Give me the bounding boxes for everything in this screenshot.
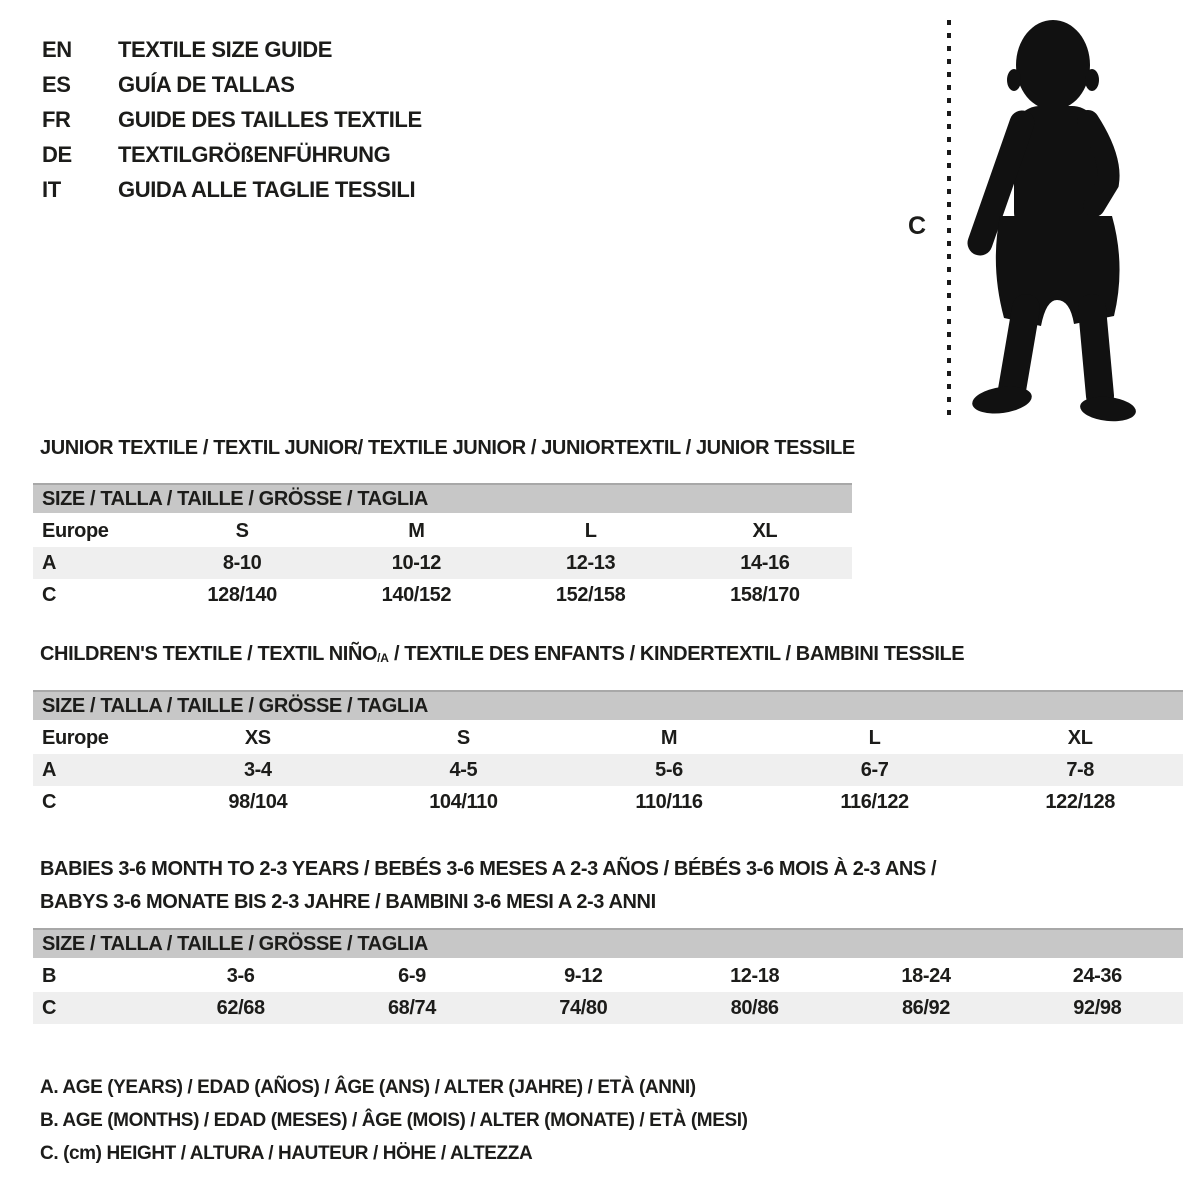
children-age-row [33, 754, 1183, 786]
junior-height-xl: 158/170 [730, 583, 800, 606]
babies-height-5: 86/92 [901, 996, 950, 1019]
babies-section-title [40, 853, 936, 919]
babies-months-6: 24-36 [1072, 964, 1122, 987]
babies-title-line1: BABIES 3-6 MONTH TO 2-3 YEARS / BEBÉS 3-6 MESES A 2-3 AÑOS / BÉBÉS 3-6 MOIS À 2-3 ANS / [40, 858, 937, 880]
junior-age-row [33, 547, 852, 579]
language-row-fr [42, 102, 422, 137]
children-age-xs: 3-4 [243, 758, 272, 781]
babies-height-3: 74/80 [559, 996, 608, 1019]
babies-months-4: 12-18 [730, 964, 780, 987]
babies-title-line2: BABYS 3-6 MONATE BIS 2-3 JAHRE / BAMBINI 3-6 MESI A 2-3 ANNI [40, 891, 656, 913]
junior-size-xl: XL [752, 519, 778, 542]
language-title-fr: GUIDE DES TAILLES TEXTILE [118, 106, 422, 132]
children-title-subscript: /A [377, 651, 389, 665]
legend-line-height: C. (cm) HEIGHT / ALTURA / HAUTEUR / HÖHE / ALTEZZA [40, 1142, 533, 1164]
language-title-block [42, 32, 422, 207]
children-height-s: 104/110 [429, 790, 498, 813]
junior-size-l: L [584, 519, 597, 542]
language-code-es: ES [42, 71, 71, 97]
junior-europe-label: Europe [42, 519, 109, 542]
children-height-xl: 122/128 [1045, 790, 1115, 813]
children-title-prefix: CHILDREN'S TEXTILE / TEXTIL NIÑO [40, 643, 378, 665]
junior-height-l: 152/158 [555, 583, 626, 606]
language-title-de: TEXTILGRÖßENFÜHRUNG [118, 141, 391, 167]
height-measure-dashed-line [947, 20, 951, 418]
babies-size-header-bar: SIZE / TALLA / TAILLE / GRÖSSE / TAGLIA [33, 928, 1183, 958]
junior-europe-row [33, 515, 852, 547]
children-section-title [40, 643, 964, 666]
junior-age-s: 8-10 [222, 551, 262, 574]
babies-months-1: 3-6 [226, 964, 255, 987]
children-age-m: 5-6 [655, 758, 683, 781]
children-height-row [33, 786, 1183, 818]
children-title-suffix: / TEXTILE DES ENFANTS / KINDERTEXTIL / BAMBINI TESSILE [388, 643, 965, 665]
babies-months-3: 9-12 [564, 964, 603, 987]
toddler-silhouette-icon [962, 18, 1138, 422]
children-size-m: M [660, 726, 678, 749]
language-code-it: IT [42, 176, 61, 202]
babies-height-1: 62/68 [216, 996, 265, 1019]
children-age-l: 6-7 [860, 758, 889, 781]
babies-months-row-label: B [42, 964, 57, 987]
babies-months-5: 18-24 [901, 964, 951, 987]
junior-height-row-label: C [42, 583, 57, 606]
height-measure-label: C [908, 212, 926, 240]
children-height-xs: 98/104 [228, 790, 288, 813]
children-height-l: 116/122 [840, 790, 909, 813]
language-code-fr: FR [42, 106, 71, 132]
language-row-es [42, 67, 422, 102]
junior-section-title: JUNIOR TEXTILE / TEXTIL JUNIOR/ TEXTILE JUNIOR / JUNIORTEXTIL / JUNIOR TESSILE [40, 437, 855, 459]
language-title-es: GUÍA DE TALLAS [118, 71, 295, 97]
junior-height-m: 140/152 [381, 583, 452, 606]
children-size-header-bar: SIZE / TALLA / TAILLE / GRÖSSE / TAGLIA [33, 690, 1183, 720]
children-age-row-label: A [42, 758, 57, 781]
babies-height-row-label: C [42, 996, 57, 1019]
measurement-legend [40, 1071, 748, 1170]
junior-age-m: 10-12 [391, 551, 441, 574]
children-size-table [33, 690, 1183, 818]
junior-size-s: S [235, 519, 249, 542]
children-age-s: 4-5 [449, 758, 478, 781]
children-age-xl: 7-8 [1066, 758, 1095, 781]
junior-age-l: 12-13 [566, 551, 616, 574]
junior-age-row-label: A [42, 551, 57, 574]
children-size-l: L [868, 726, 881, 749]
babies-height-4: 80/86 [730, 996, 779, 1019]
babies-months-row [33, 960, 1183, 992]
children-size-s: S [456, 726, 470, 749]
junior-age-xl: 14-16 [740, 551, 790, 574]
babies-months-2: 6-9 [398, 964, 426, 987]
babies-size-table [33, 928, 1183, 1024]
legend-line-age-months: B. AGE (MONTHS) / EDAD (MESES) / ÂGE (MOIS) / ALTER (MONATE) / ETÀ (MESI) [40, 1109, 748, 1131]
junior-size-m: M [408, 519, 425, 542]
babies-height-row [33, 992, 1183, 1024]
language-code-en: EN [42, 36, 72, 62]
junior-size-header-bar: SIZE / TALLA / TAILLE / GRÖSSE / TAGLIA [33, 483, 852, 513]
children-size-xl: XL [1067, 726, 1093, 749]
language-title-it: GUIDA ALLE TAGLIE TESSILI [118, 176, 416, 202]
babies-height-2: 68/74 [387, 996, 437, 1019]
junior-size-table [33, 483, 852, 611]
junior-height-row [33, 579, 852, 611]
children-size-xs: XS [244, 726, 271, 749]
children-europe-row [33, 722, 1183, 754]
junior-height-s: 128/140 [207, 583, 277, 606]
language-row-it [42, 172, 422, 207]
children-height-row-label: C [42, 790, 57, 813]
children-height-m: 110/116 [635, 790, 703, 813]
children-europe-label: Europe [42, 726, 109, 749]
language-row-en [42, 32, 422, 67]
legend-line-age-years: A. AGE (YEARS) / EDAD (AÑOS) / ÂGE (ANS) / ALTER (JAHRE) / ETÀ (ANNI) [40, 1076, 696, 1098]
language-code-de: DE [42, 141, 72, 167]
language-title-en: TEXTILE SIZE GUIDE [118, 36, 333, 62]
babies-height-6: 92/98 [1073, 996, 1122, 1019]
language-row-de [42, 137, 422, 172]
